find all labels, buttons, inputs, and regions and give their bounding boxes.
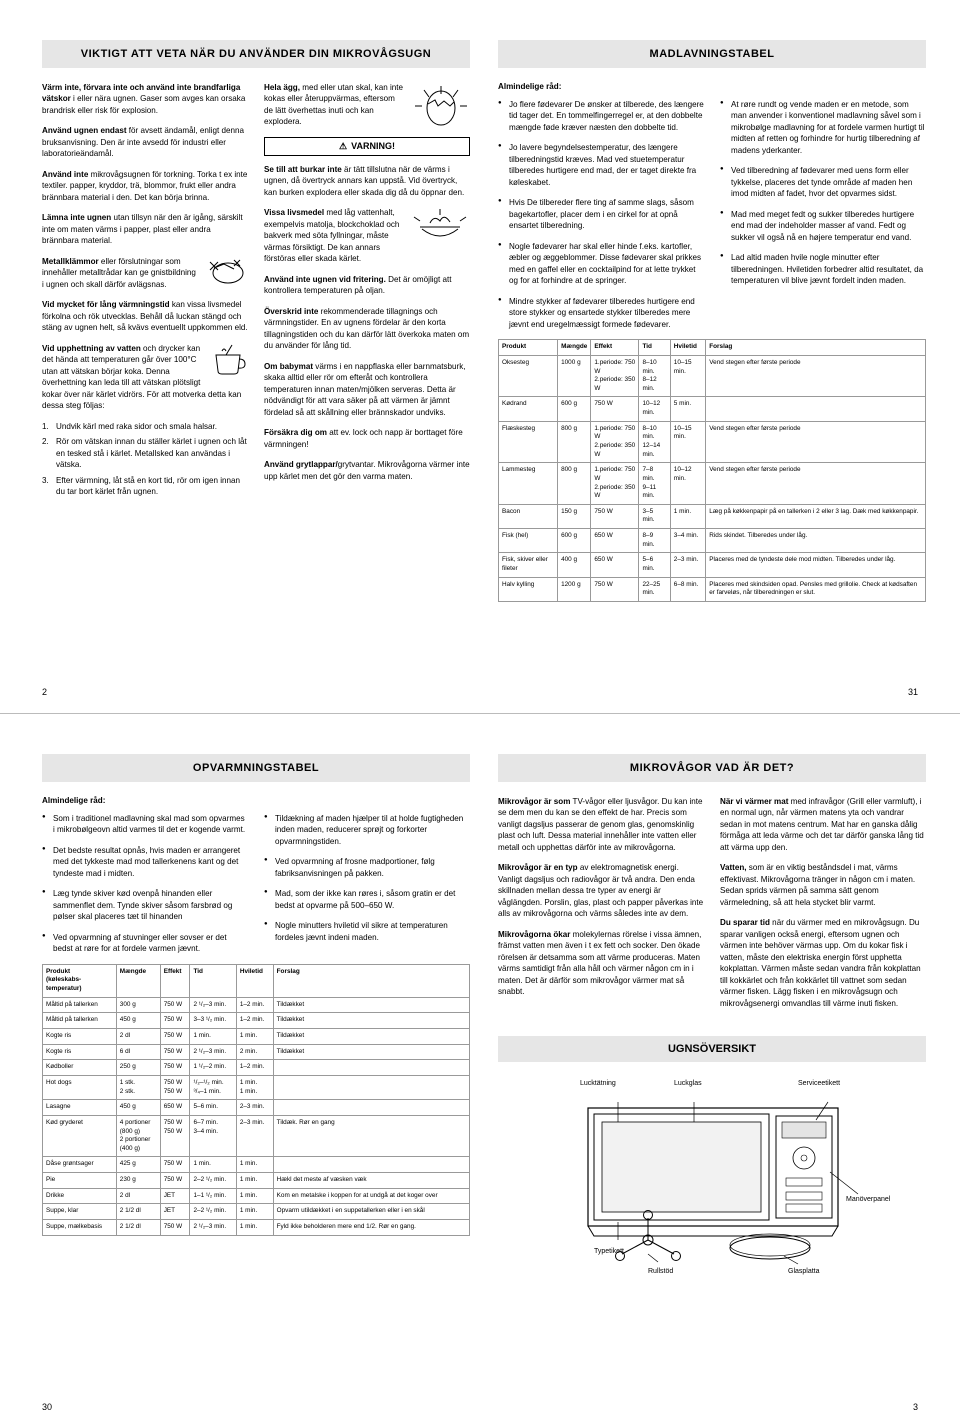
list-item: ● Det bedste resultat opnås, hvis maden er arrangeret med det tykkeste mad mod tallerkenens kant og det tyndeste mad i midten. [42, 845, 248, 879]
table-cell: 2–2 ¹/₂ min. [190, 1204, 236, 1220]
paragraph-intended-use: Använd ugnen endast för avsett ändamål, enligt denna bruksanvisning. Den är inte avsedd för industri eller laboratorieändamål. [42, 126, 244, 159]
table-cell: 800 g [558, 463, 591, 505]
table-cell: 1.periode: 750 W 2.periode: 350 W [591, 355, 639, 397]
table-header-cell: Forslag [706, 340, 926, 356]
table-row [43, 1204, 470, 1220]
table-cell [273, 1060, 469, 1076]
table-cell: Hækl det meste af væsken væk [273, 1173, 469, 1189]
table-row [43, 1220, 470, 1236]
table-cell: 1 ¹/₂–2 min. [190, 1060, 236, 1076]
table-row [43, 1044, 470, 1060]
table-row [499, 529, 926, 553]
table-cell: 2 dl [116, 1029, 160, 1045]
table-cell: Lasagne [43, 1100, 117, 1116]
paragraph-no-deep-frying: Använd inte ugnen vid fritering. Det är omöjligt att kontrollera temperaturen på oljan. [264, 274, 452, 296]
paragraph-low-water-foods: Vissa livsmedel med låg vattenhalt, exempelvis matolja, blockchoklad och bakverk med söta fyllningar, måste värmas försiktigt. De kan annars förstöras eller skada kärlet. [264, 207, 470, 264]
bowl-splash-icon [410, 207, 470, 249]
page-2-column-right [264, 82, 470, 502]
table-cell: 3–3 ¹/₂ min. [190, 1013, 236, 1029]
paragraph-microwaves-are: Mikrovågor är som TV-vågor eller ljusvågor. Du kan inte se dem men du kan se den effekt de har. Precis som vanligt dagsljus passerar de genom glas, genomskinlig plast och luft. Dessa material innehåller inte vatten eller metall och upphettas därför inte av mikrovågorna. [498, 797, 703, 852]
table-cell: 450 g [116, 1013, 160, 1029]
paragraph-flammable: Värm inte, förvara inte och använd inte brandfarliga vätskor i eller nära ugnen. Gaser som avges kan orsaka brandrisk eller risk för explosion. [42, 83, 246, 115]
list-item: ● Ved tilberedning af fødevarer med uens form eller tykkelse, placeres det tynde område af maden hen imod midten af fadet, hvor det opvarmes sidst. [720, 165, 926, 199]
table-cell: JET [160, 1188, 190, 1204]
exploding-egg-icon [412, 82, 470, 128]
table-header-cell: Effekt [591, 340, 639, 356]
table-cell: 750 W [160, 1013, 190, 1029]
table-cell: Oksesteg [499, 355, 558, 397]
table-row [499, 504, 926, 528]
table-cell: Drikke [43, 1188, 117, 1204]
table-cell: 1 min. [236, 1029, 273, 1045]
label-serviceetikett: Serviceetikett [798, 1080, 841, 1088]
list-item: ● Nogle minutters hviletid vil sikre at temperaturen fordeles jævnt indeni maden. [264, 920, 470, 943]
table-cell: 3–4 min. [670, 529, 705, 553]
table-cell: Hot dogs [43, 1075, 117, 1099]
table-cell: Pie [43, 1173, 117, 1189]
table-cell: 1–2 min. [236, 1060, 273, 1076]
table-cell [706, 397, 926, 421]
label-typetikett: Typetikett [594, 1248, 624, 1256]
opvarmningstabel [42, 964, 470, 1236]
table-cell: 1 min. [670, 504, 705, 528]
table-cell: Opvarm utildækket i en suppetallerken eller i en skål [273, 1204, 469, 1220]
list-item: ● At røre rundt og vende maden er en metode, som man anvender i konventionel madlavning såvel som i mikrobølge madlavning for at fordele varmen hurtigt til midten af retten og forhindre for hurtig tilberedning af madens yderkanter. [720, 99, 926, 156]
table-cell: Læg på køkkenpapir på en tallerken i 2 eller 3 lag. Dæk med køkkenpapir. [706, 504, 926, 528]
table-cell [273, 1100, 469, 1116]
table-cell: 10–12 min. [670, 463, 705, 505]
table-cell: Kom en metalske i koppen for at undgå at det koger over [273, 1188, 469, 1204]
table-cell: Bacon [499, 504, 558, 528]
table-cell: 2 1/2 dl [116, 1220, 160, 1236]
table-cell: 1200 g [558, 577, 591, 601]
paragraph-baby-food: Om babymat värms i en nappflaska eller barnmatsburk, skaka alltid eller rör om efteråt och kontrollera temperaturen innan maten/mjölken serveras. Detta är nödvändigt för att vara säker på att värmen är jämnt fördelad så att skållning eller brännskador undviks. [264, 361, 466, 417]
table-row [43, 1060, 470, 1076]
table-cell: 750 W [160, 1060, 190, 1076]
table-cell: Kødrand [499, 397, 558, 421]
step-item: Undvik kärl med raka sidor och smala halsar. [56, 421, 218, 431]
paragraph-overheat-time: Vid mycket för lång värmningstid kan vissa livsmedel förkolna och rök utvecklas. Behåll då luckan stängd och stäng av ugnen helt, så kvävs eventuellt uppkommen eld. [42, 300, 248, 333]
table-cell: Flæskesteg [499, 421, 558, 463]
table-header-cell: Forslag [273, 964, 469, 997]
table-cell: 650 W [591, 529, 639, 553]
table-header-row [43, 964, 470, 997]
page-30-bullets-left [42, 813, 248, 964]
label-rullstod: Rullstöd [648, 1268, 674, 1276]
paragraph-water: Vatten, som är en viktig beståndsdel i mat, värms effektivast. Mikrovågorna tränger in någon cm i maten. Sedan sprids värmen på samma sätt genom värmeledning, så att hela stycket blir varmt. [720, 863, 916, 907]
table-header-cell: Tid [639, 340, 670, 356]
paragraph-em-energy: Mikrovågor är en typ av elektromagnetisk energi. Vanligt dagsljus och radiovågor är två andra. Den enda skillnaden mellan dessa tre typer av energi är våglängden. Porslin, glas, plast och papper påverkas inte alls av mikrovågorna och värms således inte av dem. [498, 863, 704, 919]
table-cell: 2 min. [236, 1044, 273, 1060]
oven-overview-diagram [498, 1072, 926, 1287]
metal-clip-icon [204, 256, 248, 288]
table-cell: 8–10 min. 8–12 min. [639, 355, 670, 397]
table-cell: Tildækket [273, 997, 469, 1013]
page-3 [498, 754, 926, 1412]
label-manoverpanel: Manöverpanel [846, 1196, 891, 1204]
table-cell: 400 g [558, 553, 591, 577]
table-header-cell: Mængde [558, 340, 591, 356]
list-item: ● Ved opvarmning af stuvninger eller sovser er det bedst at røre for at fordele varmen jævnt. [42, 932, 248, 955]
table-header-cell: Mængde [116, 964, 160, 997]
table-cell: 150 g [558, 504, 591, 528]
cup-icon [208, 343, 248, 377]
table-row [499, 397, 926, 421]
table-cell: Placeres med de tyndeste dele mod midten. Tilberedes under låg. [706, 553, 926, 577]
table-cell: 1–1 ¹/₂ min. [190, 1188, 236, 1204]
table-cell: Vend stegen efter første periode [706, 421, 926, 463]
table-cell: Vend stegen efter første periode [706, 463, 926, 505]
page-3-banner: MIKROVÅGOR VAD ÄR DET? [498, 754, 926, 782]
table-row [43, 1115, 470, 1157]
table-cell: 6–7 min. 3–4 min. [190, 1115, 236, 1157]
page-31 [498, 40, 926, 697]
table-cell: Tildækket [273, 1044, 469, 1060]
table-cell: 4 portioner (800 g) 2 portioner (400 g) [116, 1115, 160, 1157]
table-cell: 2–2 ¹/₂ min. [190, 1173, 236, 1189]
table-cell: 600 g [558, 397, 591, 421]
table-cell: 450 g [116, 1100, 160, 1116]
table-header-cell: Hviletid [236, 964, 273, 997]
table-row [43, 997, 470, 1013]
paragraph-infrared: När vi värmer mat med infravågor (Grill eller varmluft), i en normal ugn, når värmen matens yta och vandrar sedan in mot matens centrum. Mat har en ganska dålig förmåga att leda värme och det tar därför ganska lång tid att värma upp den. [720, 797, 924, 852]
table-cell: 650 W [160, 1100, 190, 1116]
table-cell [273, 1157, 469, 1173]
page-30-banner: OPVARMNINGSTABEL [42, 754, 470, 782]
step-item: Efter värmning, låt stå en kort tid, rör om igen innan du tar bort kärlet från ugnen. [56, 475, 240, 497]
table-cell: 2–3 min. [670, 553, 705, 577]
page-number-3: 3 [912, 1402, 918, 1412]
table-row [499, 463, 926, 505]
paragraph-no-drying: Använd inte mikrovågsugnen för torkning. Torka t ex inte textiler. papper, kryddor, trä, blommor, frukt eller andra brännbara material i den. Det kan börja brinna. [42, 169, 248, 202]
table-cell: Kogte ris [43, 1044, 117, 1060]
table-cell: 5–6 min. [190, 1100, 236, 1116]
paragraph-do-not-exceed: Överskrid inte rekommenderade tillagnings och värmningstider. En av ugnens fördelar är den korta tillagningstiden och du kan därför lätt överkoka maten om du använder för lång tid. [264, 306, 470, 351]
table-row [43, 1013, 470, 1029]
list-item: ● Lad altid maden hvile nogle minutter efter tilberedningen. Hviletiden forbedrer altid resultatet, da temperaturen vil blive jævnt fordelt inden maden. [720, 252, 926, 286]
table-cell: ¹/₂–¹/₂ min. ³/₄–1 min. [190, 1075, 236, 1099]
oven-overview-banner: UGNSÖVERSIKT [498, 1036, 926, 1062]
table-cell: Lammesteg [499, 463, 558, 505]
table-cell: 750 W [160, 1173, 190, 1189]
table-row [43, 1075, 470, 1099]
table-cell: 5 min. [670, 397, 705, 421]
list-item: ● Mad med meget fedt og sukker tilberedes hurtigere end mad der indeholder masser af vand. Fedt og sukker vil også nå en højere temperatur end vand. [720, 209, 926, 243]
table-cell: 1 stk. 2 stk. [116, 1075, 160, 1099]
page-31-bullets-left [498, 99, 704, 339]
list-item: ● Jo flere fødevarer De ønsker at tilberede, des længere tid tager det. En tommelfingerregel er, at den dobbelte mængde føde kræver næsten den dobbelte tid. [498, 99, 704, 133]
table-cell: 300 g [116, 997, 160, 1013]
table-header-row [499, 340, 926, 356]
warning-triangle-icon: ⚠ [339, 140, 348, 151]
table-cell: 1 min. [236, 1204, 273, 1220]
table-cell: Dåse grøntsager [43, 1157, 117, 1173]
label-luckglas: Luckglas [674, 1080, 702, 1088]
superheating-steps [42, 421, 248, 498]
table-cell: Suppe, mælkebasis [43, 1220, 117, 1236]
page-number-31: 31 [907, 687, 918, 697]
table-cell: 750 W [160, 997, 190, 1013]
table-cell: 750 W [160, 1220, 190, 1236]
table-header-cell: Hviletid [670, 340, 705, 356]
list-item: ● Nogle fødevarer har skal eller hinde f.eks. kartofler, æbler og æggeblommer. Disse fødevarer skal prikkes med en gaffel eller en cocktailpind for at lette trykket og for at forhindre at de springer. [498, 241, 704, 287]
table-cell: 1–2 min. [236, 997, 273, 1013]
warning-box: ⚠ VARNING! [264, 137, 470, 156]
table-cell: 1.periode: 750 W 2.periode: 350 W [591, 421, 639, 463]
advice-title: Almindelige råd: [42, 796, 106, 805]
advice-title: Almindelige råd: [498, 82, 562, 91]
table-cell: Halv kylling [499, 577, 558, 601]
table-cell: 230 g [116, 1173, 160, 1189]
table-cell: Kogte ris [43, 1029, 117, 1045]
page-30 [42, 754, 470, 1412]
table-cell: 800 g [558, 421, 591, 463]
table-row [43, 1173, 470, 1189]
table-cell: 2 1/2 dl [116, 1204, 160, 1220]
table-cell: 2–3 min. [236, 1115, 273, 1157]
table-cell: 1 min. 1 min. [236, 1075, 273, 1099]
table-cell: 1–2 min. [236, 1013, 273, 1029]
table-cell: 1000 g [558, 355, 591, 397]
table-cell: Suppe, klar [43, 1204, 117, 1220]
table-cell: 8–9 min. [639, 529, 670, 553]
table-cell: 750 W [160, 1157, 190, 1173]
list-item: ● Tildækning af maden hjælper til at holde fugtigheden inden maden, reducerer sprøjt og forkorter opvarmningstiden. [264, 813, 470, 847]
table-cell: 2–3 min. [236, 1100, 273, 1116]
table-cell [273, 1075, 469, 1099]
table-row [499, 553, 926, 577]
page-spread-bottom [0, 714, 960, 1428]
table-cell: Måltid på tallerken [43, 1013, 117, 1029]
table-cell: 1 min. [236, 1188, 273, 1204]
paragraph-sealed-jars: Se till att burkar inte är tätt tillslutna när de värms i ugnen, då övertryck annars kan uppstå. Vid övertryck, kan burken explodera eller skada dig då du öppnar den. [264, 164, 465, 197]
table-cell: Vend stegen efter første periode [706, 355, 926, 397]
table-cell: 2 ¹/₂–3 min. [190, 1220, 236, 1236]
table-cell: 600 g [558, 529, 591, 553]
paragraph-remove-lid: Försäkra dig om att ev. lock och napp är borttaget före värmningen! [264, 428, 463, 449]
table-cell: 1 min. [190, 1157, 236, 1173]
table-row [43, 1188, 470, 1204]
table-cell: 10–15 min. [670, 421, 705, 463]
table-cell: 750 W [160, 1029, 190, 1045]
table-cell: 1 min. [236, 1157, 273, 1173]
table-cell: 22–25 min. [639, 577, 670, 601]
page-31-banner: MADLAVNINGSTABEL [498, 40, 926, 68]
table-cell: Tildæk. Rør en gang [273, 1115, 469, 1157]
table-cell: Kødboller [43, 1060, 117, 1076]
list-item: ● Jo lavere begyndelsestemperatur, des længere tilberedningstid kræves. Mad ved stuetemperatur tilberedes hurtigere end mad, der er taget direkte fra køleskabet. [498, 142, 704, 188]
paragraph-molecule-motion: Mikrovågorna ökar molekylernas rörelse i vissa ämnen, främst vatten men även i t ex fett och socker. Den ökade rörelsen är detsamma som att värme produceras. Maten värms samtidigt från alla håll och värmer någon cm in i maten. Det är därför som mikrovågor värmer mat så snabbt. [498, 929, 702, 997]
table-cell: 1 min. [236, 1173, 273, 1189]
table-cell: Placeres med skindsiden opad. Pensles med grillolie. Check at kødsaften er farveløs, når tilberedningen er slut. [706, 577, 926, 601]
table-cell: 750 W [591, 577, 639, 601]
table-cell: 10–12 min. [639, 397, 670, 421]
table-cell: 1 min. [190, 1029, 236, 1045]
table-row [499, 421, 926, 463]
table-header-cell: Produkt (køleskabs- temperatur) [43, 964, 117, 997]
list-item: ● Hvis De tilbereder flere ting af samme slags, såsom bagekartofler, placer dem i en cirkel for at opnå ensartet tilberedning. [498, 197, 704, 231]
page-number-30: 30 [42, 1402, 53, 1412]
list-item: ● Som i traditionel madlavning skal mad som opvarmes i mikrobølgeovn altid varmes til det er kogende varmt. [42, 813, 248, 836]
paragraph-unattended: Lämna inte ugnen utan tillsyn när den är igång, särskilt inte om maten värms i papper, plast eller andra brännbara material. [42, 213, 243, 246]
paragraph-metal-clips: Metallklämmor eller förslutningar som innehåller metalltrådar kan ge gnistbildning i ugnen och skall därför avlägsnas. [42, 256, 248, 290]
table-cell: 2 ¹/₂–3 min. [190, 997, 236, 1013]
oven-illustration [498, 1072, 926, 1287]
table-header-cell: Produkt [499, 340, 558, 356]
table-row [43, 1100, 470, 1116]
list-item: ● Mindre stykker af fødevarer tilberedes hurtigere end store stykker og ensartede stykker tilberedes mere jævnt end uregelmæssigt formede fødevarer. [498, 296, 704, 330]
page-3-column-left [498, 796, 704, 1018]
step-item: Rör om vätskan innan du ställer kärlet i ugnen och låt en tesked stå i kärlet. Metallsked kan användas i vätska. [56, 437, 247, 470]
table-cell: 6 dl [116, 1044, 160, 1060]
table-cell: 750 W 750 W [160, 1075, 190, 1099]
page-3-column-right [720, 796, 926, 1018]
paragraph-time-saving: Du sparar tid när du värmer med en mikrovågsugn. Du sparar vanligen också energi, eftersom ugnen och värmen inte behöver värmas upp. Om du kokar fisk i vatten, måste den elektriska energin först upphetta kokplattan. Värmen måste sedan vandra från kokplattan till kokkärlet och från kokkärlet till vattnet som sedan värmer fisken. Lägg fisken i en mikrovågsugn och mikrovågsenergi omvandlas till värme inuti fisken. [720, 918, 921, 1008]
table-cell: 750 W 750 W [160, 1115, 190, 1157]
table-cell: Måltid på tallerken [43, 997, 117, 1013]
table-cell: 8–10 min. 12–14 min. [639, 421, 670, 463]
table-cell: 5–6 min. [639, 553, 670, 577]
list-item: ● Mad, som der ikke kan røres i, såsom gratin er det bedst at opvarme på 500–650 W. [264, 888, 470, 911]
list-item: ● Læg tynde skiver kød ovenpå hinanden eller sammenflet dem. Tynde skiver såsom farsbrød og pølser skal placeres tæt til hinanden [42, 888, 248, 922]
paragraph-superheating: Vid upphettning av vatten och drycker kan det hända att temperaturen går över 100°C utan att vätskan börjar koka. Denna överhettning kan leda till att vätskan plötsligt kokar över när kärlet vidrörs. För att motverka detta kan dessa steg följas: [42, 343, 248, 412]
table-cell: 1.periode: 750 W 2.periode: 350 W [591, 463, 639, 505]
table-cell: 650 W [591, 553, 639, 577]
table-row [43, 1029, 470, 1045]
table-row [499, 355, 926, 397]
page-number-2: 2 [42, 687, 48, 697]
table-header-cell: Tid [190, 964, 236, 997]
table-cell: 2 ¹/₂–3 min. [190, 1044, 236, 1060]
table-cell: 750 W [591, 397, 639, 421]
table-cell: 2 dl [116, 1188, 160, 1204]
page-2-banner: VIKTIGT ATT VETA NÄR DU ANVÄNDER DIN MIKROVÅGSUGN [42, 40, 470, 68]
page-2-column-left [42, 82, 248, 502]
table-cell: Tildækket [273, 1013, 469, 1029]
table-cell: 750 W [160, 1044, 190, 1060]
table-cell: 3–5 min. [639, 504, 670, 528]
table-row [499, 577, 926, 601]
table-cell: 6–8 min. [670, 577, 705, 601]
table-cell: 425 g [116, 1157, 160, 1173]
table-cell: 7–8 min. 9–11 min. [639, 463, 670, 505]
label-glasplatta: Glasplatta [788, 1268, 820, 1276]
page-2 [42, 40, 470, 697]
table-cell: JET [160, 1204, 190, 1220]
table-cell: Fisk (hel) [499, 529, 558, 553]
page-31-bullets-right [720, 99, 926, 339]
table-cell: 10–15 min. [670, 355, 705, 397]
table-cell: Kød gryderet [43, 1115, 117, 1157]
table-row [43, 1157, 470, 1173]
table-cell: Rids skindet. Tilberedes under låg. [706, 529, 926, 553]
paragraph-oven-gloves: Använd grytlappar/grytvantar. Mikrovågorna värmer inte upp kärlet men det gör den varma maten. [264, 460, 470, 481]
label-lucktatning: Lucktätning [580, 1080, 616, 1088]
madlavningstabel [498, 339, 926, 602]
table-header-cell: Effekt [160, 964, 190, 997]
table-cell: Fisk, skiver eller fileter [499, 553, 558, 577]
page-30-bullets-right [264, 813, 470, 964]
table-cell: 1 min. [236, 1220, 273, 1236]
paragraph-whole-eggs: Hela ägg, med eller utan skal, kan inte kokas eller återuppvärmas, eftersom de lätt överhettas inuti och kan explodera. [264, 82, 470, 128]
table-cell: 750 W [591, 504, 639, 528]
table-cell: Fyld ikke beholderen mere end 1/2. Rør en gang. [273, 1220, 469, 1236]
list-item: ● Ved opvarmning af frosne madportioner, følg fabriksanvisningen på pakken. [264, 856, 470, 879]
table-cell: 250 g [116, 1060, 160, 1076]
table-cell: Tildækket [273, 1029, 469, 1045]
